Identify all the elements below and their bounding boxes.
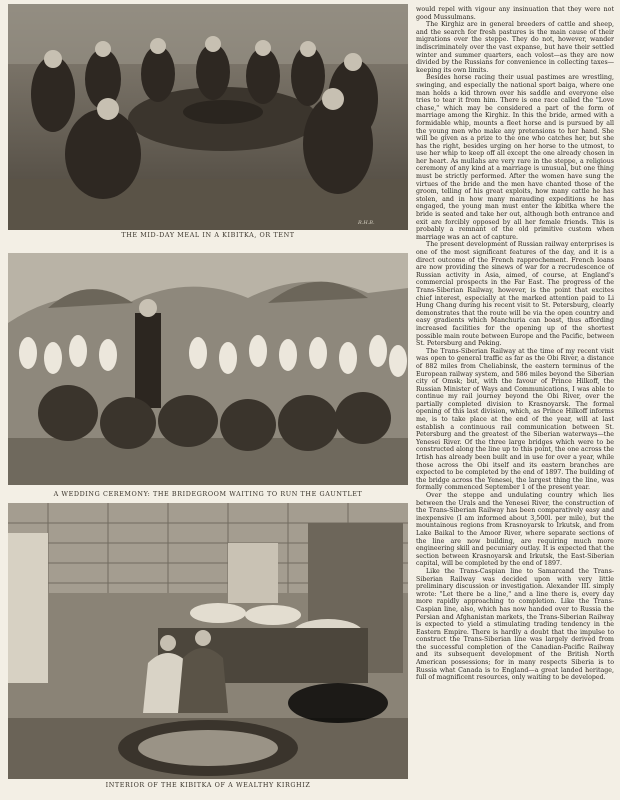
kibitka-interior-illustration [8, 503, 408, 779]
caption-wedding-ceremony: A WEDDING CEREMONY: THE BRIDEGROOM WAITING TO RUN THE GAUNTLET [53, 490, 363, 498]
engraving-midday-meal [8, 4, 408, 230]
paragraph-1: would repel with vigour any insinuation that they were not good Mussulmans. [416, 6, 614, 21]
caption-kibitka-interior: INTERIOR OF THE KIBITKA OF A WEALTHY KIRGHIZ [105, 781, 311, 789]
caption-midday-meal: THE MID-DAY MEAL IN A KIBITKA, OR TENT [121, 231, 295, 239]
paragraph-3: Besides horse racing their usual pastimes are wrestling, swinging, and especially the national sport baiga, where one man holds a kid thrown over his saddle and everyone else tries to tear it from him. There is one race called the "Love chase," which may be considered a part of the form of marriage among the Kirghiz. In this the bride, armed with a formidable whip, mounts a fleet horse and is pursued by all the young men who make any pretensions to her hand. She will be given as a prize to the one who catches her, but she has the right, besides urging on her horse to the utmost, to use her whip to keep off all except the one already chosen in her heart. As mullahs are very rare in the steppe, a religious ceremony of any kind at a marriage is unusual, but one thing must be strictly performed. After the women have sung the virtues of the bride and the men have chanted those of the groom, telling of his great exploits, how many cattle he has stolen, and in how many marauding expeditions he has engaged, the young man must enter the kibitka where the bride is seated and take her out, although both entrance and exit are forcibly opposed by all her female friends. This is probably a remnant of the old primitive custom when marriage was an act of capture. [416, 74, 614, 241]
midday-meal-illustration [8, 4, 408, 230]
paragraph-4: The present development of Russian railway enterprises is one of the most significant features of the day, and it is a direct outcome of the French rapprochement. French loans are now providing the sinews of war for a recrudescence of Russian activity in Asia, aimed, of course, at England's commercial prospects in the Far East. The progress of the Trans-Siberian Railway, however, is the point that excites chief interest, especially at the marked attention paid to Li Hung Chang during his recent visit to St. Petersburg, clearly demonstrates that the route will be via the open country and easy gradients which Manchuria can boast, thus affording increased facilities for the opening up of the shortest possible main route between Europe and the Pacific, between St. Petersburg and Peking. [416, 241, 614, 348]
paragraph-7: Like the Trans-Caspian line to Samarcand the Trans-Siberian Railway was decided upon with very little preliminary discussion or investigation. Alexander III. simply wrote: "Let there be a line," and a line there is, every day more rapidly approaching to completion. Like the Trans-Caspian line, also, which has now handed over to Russia the Persian and Afghanistan markets, the Trans-Siberian Railway is expected to yield a stimulating trading tendency in the Eastern Empire. There is hardly a doubt that the impulse to construct the Trans-Siberian line was largely derived from the successful completion of the Canadian-Pacific Railway and its subsequent development of the British North American possessions; for in many respects Siberia is to Russia what Canada is to England—a great landed heritage, full of magnificent resources, only waiting to be developed. [416, 567, 614, 682]
article-text-column [416, 6, 614, 800]
paragraph-5: The Trans-Siberian Railway at the time of my recent visit was open to general traffic as far as the Obi River, a distance of 882 miles from Cheliabinsk, the eastern terminus of the European railway system, and 586 miles beyond the Siberian city of Omsk; but, with the favour of Prince Hilkoff, the Russian Minister of Ways and Communications, I was able to continue my rail journey beyond the Obi River, over the partially completed division to Krasnoyarsk. The formal opening of this last division, which, as Prince Hilkoff informs me, is to take place at the end of the year, will at last establish a continuous rail communication between St. Petersburg and the greatest of the Siberian waterways—the Yenesei River. Of the three large bridges which were to be constructed along the line up to this point, the one across the Irtish has already been built and in use for over a year, while those across the Obi itself and its eastern branches are expected to be completed by the end of 1897. The building of the bridge across the Yenesei, the largest thing the line, was formally commenced September 1 of the present year. [416, 347, 614, 492]
engraving-kibitka-interior [8, 503, 408, 779]
wedding-ceremony-illustration [8, 253, 408, 485]
paragraph-6: Over the steppe and undulating country which lies between the Urals and the Yenesei River, the construction of the Trans-Siberian Railway has been comparatively easy and inexpensive (I am informed about 3,500l. per mile), but the mountainous regions from Krasnoyarsk to Irkutsk, and from Lake Baikal to the Amoor River, where separate sections of the line are now building, are requiring much more engineering skill and pecuniary outlay. It is expected that the section between Krasnoyarsk and Irkutsk, the East-Siberian capital, will be completed by the end of 1897. [416, 492, 614, 568]
illustrations-column [8, 0, 408, 800]
engraving-wedding-ceremony [8, 253, 408, 485]
paragraph-2: The Kirghiz are in general breeders of cattle and sheep, and the search for fresh pastures is the main cause of their migrations over the steppe. They do not, however, wander indiscriminately over the vast expanse, but have their settled winter and summer quarters, each volost—as they are now divided by the Russians for convenience in collecting taxes—keeping its own limits. [416, 21, 614, 74]
engraver-signature: R.H.B. [358, 220, 375, 226]
